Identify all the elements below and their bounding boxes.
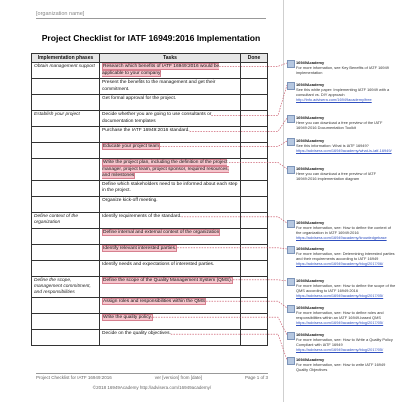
done-checkbox-cell[interactable] [241, 111, 268, 127]
task-cell [100, 244, 241, 260]
phase-cell [32, 330, 100, 346]
comment-link[interactable]: https://advisera.com/16949academy/blog/2017/05/ [296, 293, 384, 299]
comment-link[interactable]: https://advisera.com/16949academy/knowledgebase [296, 235, 387, 241]
comment-text: See this white paper: Implementing IATF 16949 with a consultant vs. DIY approach [296, 87, 390, 98]
comment-balloon[interactable] [287, 332, 397, 352]
comment-link[interactable]: https://advisera.com/16949academy/blog/2017/06/ [296, 261, 384, 267]
comment-balloon[interactable] [287, 305, 397, 325]
comment-text: Here you can download a free preview of the IATF 16949:2016 Documentation Toolkit [296, 120, 383, 131]
comment-author-icon [287, 60, 295, 68]
task-text[interactable]: Present the benefits to the management and get their commitment. [102, 80, 216, 92]
done-checkbox-cell[interactable] [241, 95, 268, 111]
comment-author: 16949Academy [296, 138, 325, 143]
page-footer [36, 373, 268, 380]
comment-author: 16949Academy [296, 166, 325, 171]
phase-cell [32, 143, 100, 159]
done-checkbox-cell[interactable] [241, 314, 268, 330]
phase-cell: Define context of the organization [32, 212, 100, 228]
table-row [32, 143, 268, 159]
comment-text: For more information, see: How to write IATF 16949 Quality Objectives [296, 362, 386, 373]
comment-margin-divider [283, 0, 284, 402]
checklist-table [31, 53, 268, 346]
table-row [32, 314, 268, 330]
comment-balloon[interactable] [287, 357, 397, 372]
comment-author: 16949Academy [296, 305, 325, 310]
task-cell [100, 260, 241, 276]
table-row [32, 127, 268, 143]
table-row [32, 228, 268, 244]
comment-balloon[interactable] [287, 60, 397, 75]
task-cell [100, 79, 241, 95]
phase-cell: Establish your project [32, 111, 100, 127]
comment-link[interactable]: https://advisera.com/16949academy/blog/2017/05/ [296, 320, 384, 326]
task-text[interactable]: Decide whether you are going to use consultants or documentation templates [102, 112, 212, 124]
comment-author-icon [287, 220, 295, 228]
comment-text: For more information, see: How to define the context of the organization in IATF 16949:2016 [296, 225, 391, 236]
task-text[interactable]: Write the project plan, including the definition of the project manager, project team, project sponsor, required resources, and milestones [102, 160, 229, 178]
phase-cell: Obtain management support [32, 63, 100, 79]
task-text[interactable]: Define the scope of the Quality Management System (QMS). [103, 277, 233, 283]
done-checkbox-cell[interactable] [241, 127, 268, 143]
comment-link[interactable]: https://advisera.com/16949academy/what-is-iatf-16949/ [296, 148, 392, 154]
done-checkbox-cell[interactable] [241, 228, 268, 244]
task-text[interactable]: Identify needs and expectations of interested parties. [102, 261, 215, 267]
task-cell [100, 63, 241, 79]
task-cell [100, 298, 241, 314]
table-row [32, 63, 268, 79]
phase-cell [32, 79, 100, 95]
comment-balloon[interactable] [287, 220, 397, 240]
task-cell [100, 180, 241, 196]
task-cell [100, 276, 241, 297]
task-cell [100, 143, 241, 159]
task-cell [100, 212, 241, 228]
comment-author: 16949Academy [296, 278, 325, 283]
table-row [32, 95, 268, 111]
comment-text: For more information, see: How to Write a Quality Policy Compliant with IATF 16949 [296, 337, 393, 348]
task-text[interactable]: Research which benefits of IATF 16949:2016 would be applicable to your company [102, 64, 220, 76]
comment-author-icon [287, 166, 295, 174]
comment-text: For more information, see Key Benefits of IATF 16949 implementation [296, 65, 389, 76]
comment-author: 16949Academy [296, 82, 325, 87]
task-text[interactable]: Organize kick-off meeting. [102, 197, 158, 203]
comment-balloon[interactable] [287, 246, 397, 266]
done-checkbox-cell[interactable] [241, 260, 268, 276]
table-row [32, 244, 268, 260]
table-row [32, 298, 268, 314]
table-row [32, 276, 268, 297]
header-done: Done [241, 54, 268, 63]
phase-cell [32, 228, 100, 244]
table-row [32, 79, 268, 95]
comment-author-icon [287, 332, 295, 340]
task-text[interactable]: Identify requirements of the standard. [102, 213, 182, 219]
comment-link[interactable]: https://advisera.com/16949academy/blog/2017/05/ [296, 347, 384, 353]
comment-balloon[interactable] [287, 278, 397, 298]
task-text[interactable]: Decide on the quality objectives. [102, 331, 171, 337]
done-checkbox-cell[interactable] [241, 159, 268, 180]
done-checkbox-cell[interactable] [241, 276, 268, 297]
comment-author: 16949Academy [296, 220, 325, 225]
phase-cell [32, 95, 100, 111]
comment-balloon[interactable] [287, 82, 397, 102]
comment-author: 16949Academy [296, 115, 325, 120]
table-row [32, 212, 268, 228]
task-cell [100, 330, 241, 346]
task-text[interactable]: Purchase the IATF 16949:2016 standard. [102, 128, 190, 134]
table-row [32, 260, 268, 276]
table-row [32, 111, 268, 127]
done-checkbox-cell[interactable] [241, 212, 268, 228]
comment-author-icon [287, 357, 295, 365]
done-checkbox-cell[interactable] [241, 330, 268, 346]
header-phases: Implementation phases [32, 54, 100, 63]
task-cell [100, 228, 241, 244]
done-checkbox-cell[interactable] [241, 244, 268, 260]
comment-text: See this information: What is IATF 16949? [296, 143, 369, 149]
footer-version: ver [version] from [date] [154, 375, 202, 380]
done-checkbox-cell[interactable] [241, 79, 268, 95]
comment-author-icon [287, 246, 295, 254]
comment-author: 16949Academy [296, 60, 325, 65]
phase-cell [32, 196, 100, 212]
comment-balloon[interactable] [287, 166, 397, 181]
task-cell [100, 159, 241, 180]
comment-text: For more information, see: How to define the scope of the QMS according to IATF 16949:2016 [296, 283, 396, 294]
done-checkbox-cell[interactable] [241, 63, 268, 79]
task-text[interactable]: Get formal approval for the project. [102, 96, 177, 102]
footer-page-number: Page 1 of 3 [244, 375, 268, 380]
comment-author-icon [287, 115, 295, 123]
task-cell [100, 196, 241, 212]
comment-author: 16949Academy [296, 332, 325, 337]
table-row [32, 196, 268, 212]
phase-cell [32, 298, 100, 314]
header-tasks: Tasks [100, 54, 241, 63]
table-header-row [32, 54, 268, 63]
comment-author: 16949Academy [296, 357, 325, 362]
task-text[interactable]: Assign roles and responsibilities within the QMS [103, 299, 206, 305]
comment-balloon[interactable] [287, 115, 397, 130]
done-checkbox-cell[interactable] [241, 143, 268, 159]
table-row [32, 159, 268, 180]
done-checkbox-cell[interactable] [241, 298, 268, 314]
phase-cell [32, 159, 100, 180]
footer-copyright: ©2018 16949Academy http://advisera.com/16949academy/ [92, 385, 212, 390]
comment-author-icon [287, 82, 295, 90]
task-text[interactable]: Define which stakeholders need to be informed about each step in the project. [102, 181, 238, 193]
task-cell [100, 111, 241, 127]
comment-author-icon [287, 278, 295, 286]
comment-author-icon [287, 305, 295, 313]
phase-cell [32, 127, 100, 143]
task-cell [100, 127, 241, 143]
phase-cell [32, 314, 100, 330]
table-row [32, 180, 268, 196]
comment-author-icon [287, 138, 295, 146]
phase-cell [32, 260, 100, 276]
footer-doc-name: Project Checklist for IATF 16949:2016 [36, 375, 112, 380]
done-checkbox-cell[interactable] [241, 180, 268, 196]
comment-text: Here you can download a free preview of IATF 16949:2016 implementation diagram [296, 171, 376, 182]
comment-link[interactable]: http://info.advisera.com/16949academy/free [296, 97, 372, 103]
comment-author: 16949Academy [296, 246, 325, 251]
comment-balloon[interactable] [287, 138, 397, 153]
organization-name-field[interactable]: [organization name] [36, 11, 266, 19]
done-checkbox-cell[interactable] [241, 196, 268, 212]
phase-cell [32, 180, 100, 196]
task-cell [100, 95, 241, 111]
task-text[interactable]: Educate your project team [103, 144, 159, 150]
page-title: Project Checklist for IATF 16949:2016 Implementation [41, 33, 261, 43]
comment-text: For more information, see: Determining interested parties and their requirements according to IATF 16949 [296, 251, 395, 262]
phase-cell [32, 244, 100, 260]
comment-text: For more information, see: How to define roles and responsibilities within an IATF 16949-based QMS [296, 310, 384, 321]
task-text[interactable]: Identify relevant interested parties. [103, 245, 177, 251]
task-cell [100, 314, 241, 330]
task-text[interactable]: Write the quality policy. [103, 315, 152, 321]
phase-cell: Define the scope, management commitment, and responsibilities [32, 276, 100, 297]
table-row [32, 330, 268, 346]
task-text[interactable]: Define internal and external context of the organization [103, 229, 220, 235]
